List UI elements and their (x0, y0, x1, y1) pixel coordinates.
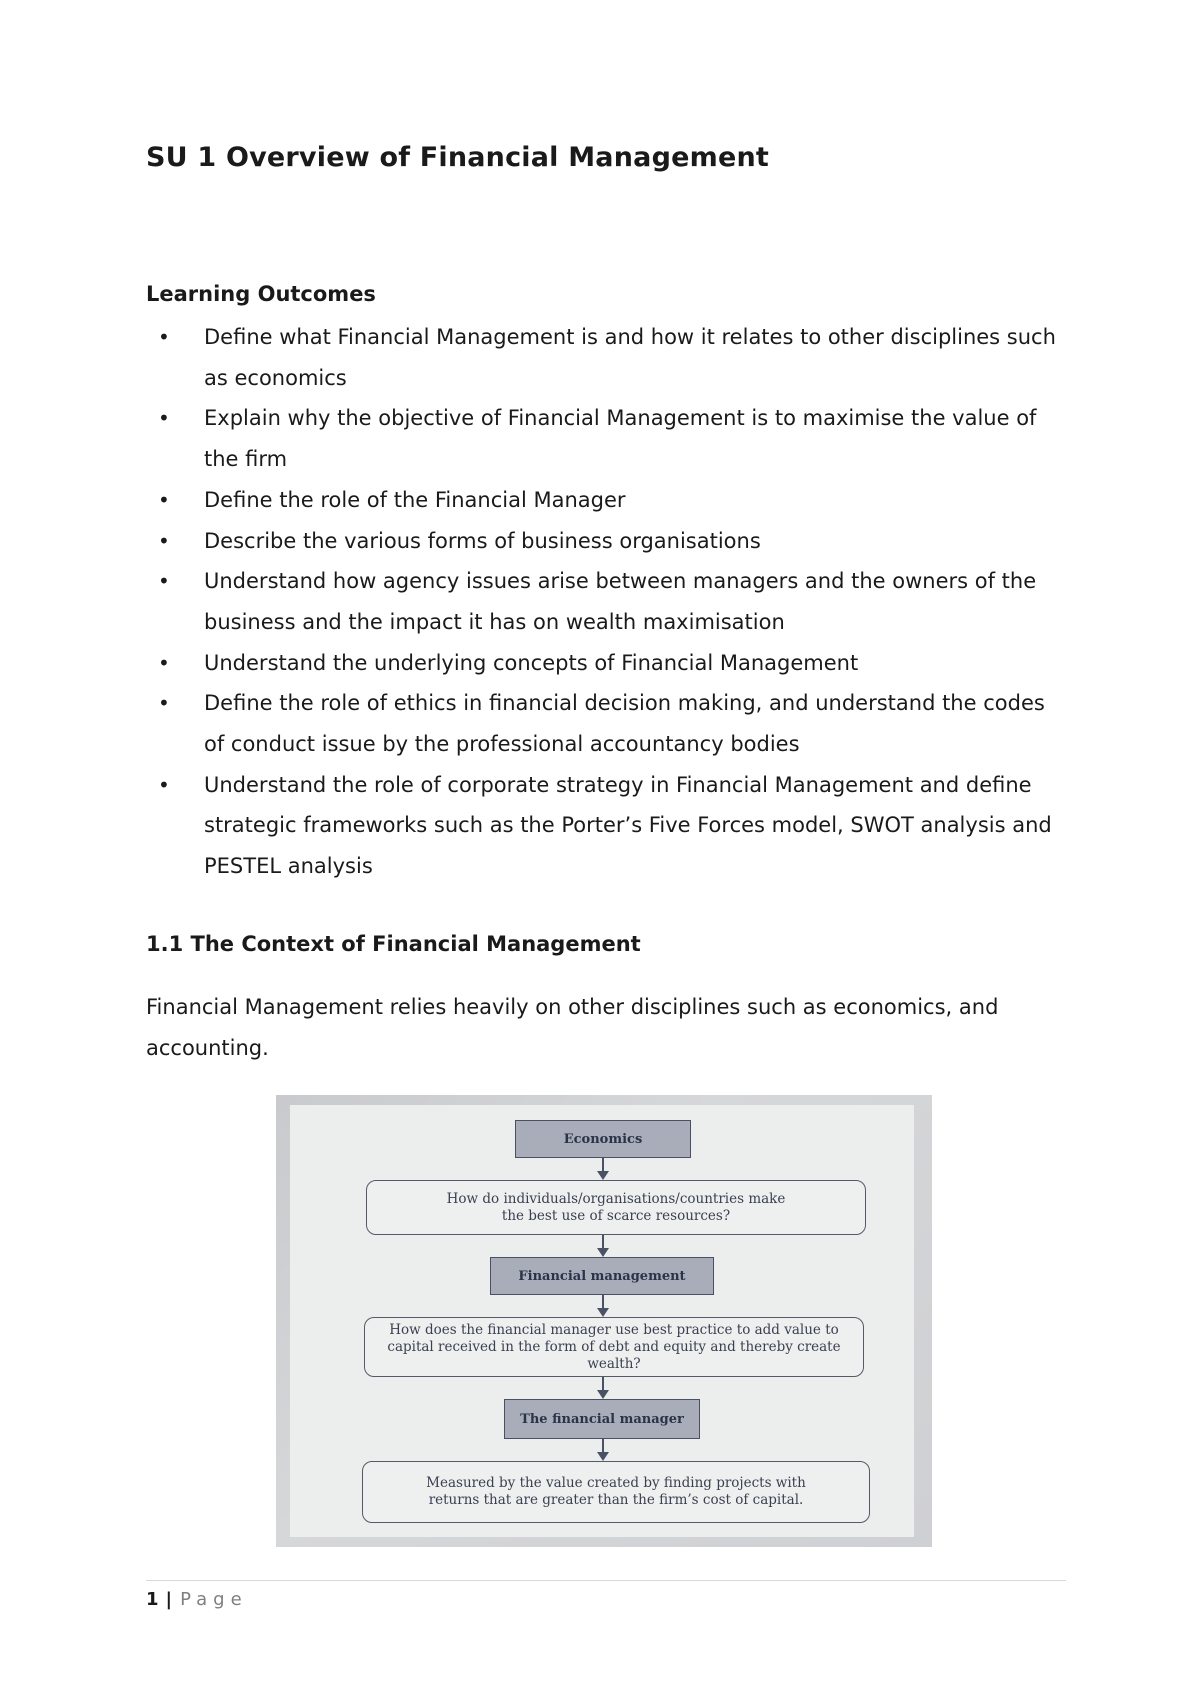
bullet-icon: • (158, 528, 170, 553)
financial-management-box: Financial management (490, 1257, 714, 1295)
list-item-text: Understand how agency issues arise between managers and the owners of the business and the impact it has on wealth maximisation (204, 569, 1037, 634)
financial-management-context-figure (276, 1095, 932, 1547)
bullet-icon: • (158, 569, 170, 594)
bullet-icon: • (158, 691, 170, 716)
list-item-text: Describe the various forms of business organisations (204, 528, 761, 553)
body-paragraph: Financial Management relies heavily on other disciplines such as economics, and accounting. (146, 995, 999, 1060)
page-number: 1 (146, 1589, 159, 1610)
page-title: SU 1 Overview of Financial Management (146, 142, 769, 173)
economics-question: How do individuals/organisations/countries make the best use of scarce resources? (366, 1180, 866, 1235)
section-heading: 1.1 The Context of Financial Management (146, 932, 641, 956)
list-item-text: Define what Financial Management is and how it relates to other disciplines such as economics (204, 325, 1056, 390)
financial-manager-question: Measured by the value created by finding projects with returns that are greater than the firm’s cost of capital. (362, 1461, 870, 1523)
list-item (146, 765, 1066, 887)
footer-separator: | (165, 1589, 173, 1610)
learning-outcomes-list (146, 317, 1066, 887)
list-item-text: Define the role of the Financial Manager (204, 487, 626, 512)
financial-manager-box: The financial manager (504, 1399, 700, 1439)
arrow-down-icon (602, 1377, 604, 1393)
list-item-text: Understand the role of corporate strategy in Financial Management and define strategic frameworks such as the Porter’s Five Forces model, SWOT analysis and PESTEL analysis (204, 772, 1052, 879)
page-label: Page (180, 1589, 248, 1610)
bullet-icon: • (158, 406, 170, 431)
arrow-down-icon (602, 1295, 604, 1311)
list-item (146, 398, 1066, 479)
footer-divider (146, 1580, 1066, 1581)
list-item (146, 480, 1066, 521)
arrow-down-icon (602, 1158, 604, 1174)
list-item (146, 317, 1066, 398)
bullet-icon: • (158, 325, 170, 349)
list-item (146, 683, 1066, 764)
list-item-text: Explain why the objective of Financial Management is to maximise the value of the firm (204, 406, 1037, 472)
page-footer (146, 1589, 248, 1610)
list-item (146, 521, 1066, 562)
bullet-icon: • (158, 772, 170, 797)
economics-box: Economics (515, 1120, 691, 1158)
learning-outcomes-heading: Learning Outcomes (146, 282, 376, 306)
bullet-icon: • (158, 487, 170, 512)
list-item (146, 643, 1066, 684)
financial-management-question: How does the financial manager use best practice to add value to capital received in the form of debt and equity and thereby create wealth? (364, 1317, 864, 1377)
figure-page (290, 1105, 914, 1537)
arrow-down-icon (602, 1235, 604, 1251)
bullet-icon: • (158, 650, 170, 675)
list-item (146, 561, 1066, 642)
arrow-down-icon (602, 1439, 604, 1455)
list-item-text: Understand the underlying concepts of Financial Management (204, 650, 859, 675)
list-item-text: Define the role of ethics in financial decision making, and understand the codes of conduct issue by the professional accountancy bodies (204, 691, 1045, 757)
